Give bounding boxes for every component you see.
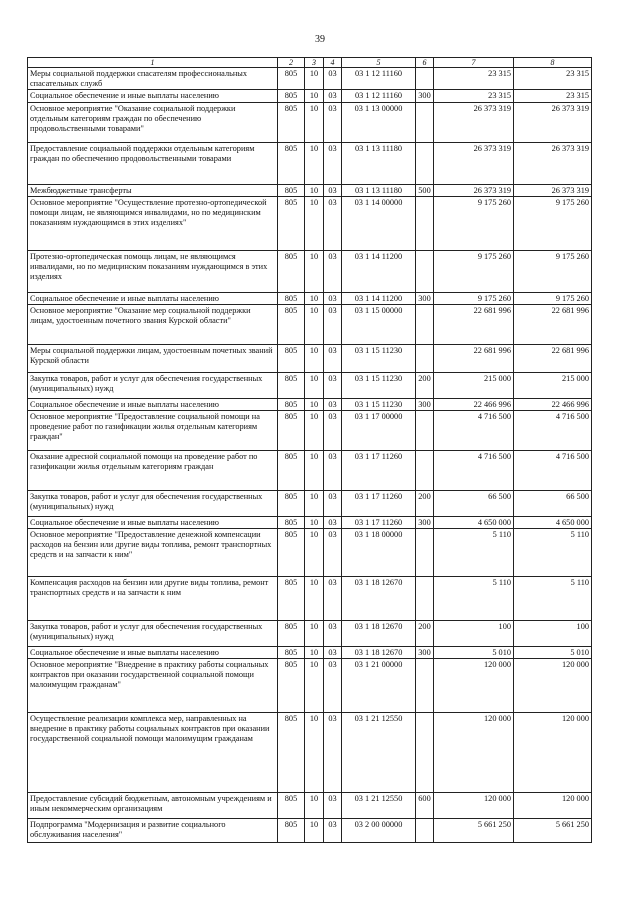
ministry-code-cell: 805: [278, 517, 305, 529]
amount-cell-7: 22 466 996: [434, 399, 514, 411]
ministry-code-cell: 805: [278, 68, 305, 90]
row-name-cell: Основное мероприятие "Внедрение в практику работы социальных контрактов при оказании государственной социальной помощи малоимущим гражданам": [28, 659, 278, 713]
target-article-cell: 03 1 18 12670: [342, 577, 416, 621]
ministry-code-cell: 805: [278, 293, 305, 305]
expense-type-cell: 600: [416, 793, 434, 819]
ministry-code-cell: 805: [278, 399, 305, 411]
section-code-cell: 10: [305, 68, 324, 90]
expense-type-cell: 200: [416, 621, 434, 647]
amount-cell-8: 26 373 319: [514, 103, 592, 143]
amount-cell-8: 4 716 500: [514, 411, 592, 451]
subsection-code-cell: 03: [324, 517, 342, 529]
table-header-row: [28, 58, 592, 68]
ministry-code-cell: 805: [278, 197, 305, 251]
section-code-cell: 10: [305, 103, 324, 143]
expense-type-cell: [416, 345, 434, 373]
amount-cell-8: 9 175 260: [514, 197, 592, 251]
target-article-cell: 03 1 21 00000: [342, 659, 416, 713]
expense-type-cell: [416, 68, 434, 90]
amount-cell-7: 26 373 319: [434, 103, 514, 143]
amount-cell-7: 22 681 996: [434, 345, 514, 373]
amount-cell-7: 9 175 260: [434, 197, 514, 251]
amount-cell-7: 215 000: [434, 373, 514, 399]
table-row: [28, 103, 592, 143]
expense-type-cell: 200: [416, 373, 434, 399]
row-name-cell: Основное мероприятие "Предоставление социальной помощи на проведение работ по газификации жилья отдельным категориям граждан": [28, 411, 278, 451]
section-code-cell: 10: [305, 411, 324, 451]
amount-cell-7: 120 000: [434, 659, 514, 713]
subsection-code-cell: 03: [324, 577, 342, 621]
section-code-cell: 10: [305, 197, 324, 251]
expense-type-cell: 200: [416, 491, 434, 517]
expense-type-cell: [416, 713, 434, 793]
ministry-code-cell: 805: [278, 793, 305, 819]
table-row: [28, 411, 592, 451]
section-code-cell: 10: [305, 345, 324, 373]
expense-type-cell: [416, 305, 434, 345]
subsection-code-cell: 03: [324, 68, 342, 90]
table-row: [28, 529, 592, 577]
ministry-code-cell: 805: [278, 251, 305, 293]
row-name-cell: Межбюджетные трансферты: [28, 185, 278, 197]
table-row: [28, 451, 592, 491]
amount-cell-8: 5 661 250: [514, 819, 592, 843]
amount-cell-8: 22 681 996: [514, 345, 592, 373]
table-row: [28, 647, 592, 659]
target-article-cell: 03 1 13 00000: [342, 103, 416, 143]
subsection-code-cell: 03: [324, 293, 342, 305]
subsection-code-cell: 03: [324, 399, 342, 411]
ministry-code-cell: 805: [278, 305, 305, 345]
budget-table: [27, 57, 592, 843]
target-article-cell: 03 1 21 12550: [342, 793, 416, 819]
subsection-code-cell: 03: [324, 819, 342, 843]
section-code-cell: 10: [305, 491, 324, 517]
section-code-cell: 10: [305, 293, 324, 305]
target-article-cell: 03 1 12 11160: [342, 68, 416, 90]
ministry-code-cell: 805: [278, 185, 305, 197]
ministry-code-cell: 805: [278, 647, 305, 659]
amount-cell-8: 215 000: [514, 373, 592, 399]
subsection-code-cell: 03: [324, 90, 342, 103]
target-article-cell: 03 1 17 11260: [342, 517, 416, 529]
section-code-cell: 10: [305, 185, 324, 197]
row-name-cell: Меры социальной поддержки лицам, удостоенным почетных званий Курской области: [28, 345, 278, 373]
expense-type-cell: [416, 451, 434, 491]
ministry-code-cell: 805: [278, 411, 305, 451]
target-article-cell: 03 1 13 11180: [342, 185, 416, 197]
subsection-code-cell: 03: [324, 647, 342, 659]
subsection-code-cell: 03: [324, 103, 342, 143]
amount-cell-8: 5 010: [514, 647, 592, 659]
subsection-code-cell: 03: [324, 373, 342, 399]
table-row: [28, 713, 592, 793]
target-article-cell: 03 1 18 00000: [342, 529, 416, 577]
ministry-code-cell: 805: [278, 713, 305, 793]
amount-cell-8: 5 110: [514, 577, 592, 621]
subsection-code-cell: 03: [324, 345, 342, 373]
target-article-cell: 03 1 18 12670: [342, 621, 416, 647]
amount-cell-8: 23 315: [514, 68, 592, 90]
amount-cell-7: 26 373 319: [434, 185, 514, 197]
subsection-code-cell: 03: [324, 659, 342, 713]
row-name-cell: Социальное обеспечение и иные выплаты населению: [28, 517, 278, 529]
expense-type-cell: 300: [416, 399, 434, 411]
table-row: [28, 491, 592, 517]
amount-cell-7: 9 175 260: [434, 293, 514, 305]
row-name-cell: Основное мероприятие "Оказание социальной поддержки отдельным категориям граждан по обеспечению продовольственными товарами": [28, 103, 278, 143]
expense-type-cell: 300: [416, 517, 434, 529]
page-number: 39: [315, 34, 325, 45]
table-row: [28, 251, 592, 293]
amount-cell-8: 120 000: [514, 713, 592, 793]
row-name-cell: Основное мероприятие "Оказание мер социальной поддержки лицам, удостоенным почетного звания Курской области": [28, 305, 278, 345]
ministry-code-cell: 805: [278, 373, 305, 399]
subsection-code-cell: 03: [324, 713, 342, 793]
table-row: [28, 197, 592, 251]
subsection-code-cell: 03: [324, 451, 342, 491]
subsection-code-cell: 03: [324, 621, 342, 647]
amount-cell-7: 23 315: [434, 68, 514, 90]
amount-cell-7: 120 000: [434, 713, 514, 793]
section-code-cell: 10: [305, 621, 324, 647]
section-code-cell: 10: [305, 373, 324, 399]
table-row: [28, 293, 592, 305]
subsection-code-cell: 03: [324, 185, 342, 197]
subsection-code-cell: 03: [324, 143, 342, 185]
amount-cell-8: 26 373 319: [514, 143, 592, 185]
target-article-cell: 03 1 14 11200: [342, 251, 416, 293]
amount-cell-7: 5 110: [434, 529, 514, 577]
column-header: 5: [342, 58, 416, 68]
amount-cell-7: 23 315: [434, 90, 514, 103]
amount-cell-7: 4 716 500: [434, 411, 514, 451]
section-code-cell: 10: [305, 143, 324, 185]
section-code-cell: 10: [305, 659, 324, 713]
section-code-cell: 10: [305, 251, 324, 293]
section-code-cell: 10: [305, 451, 324, 491]
amount-cell-7: 120 000: [434, 793, 514, 819]
table-row: [28, 577, 592, 621]
table-row: [28, 621, 592, 647]
expense-type-cell: 300: [416, 293, 434, 305]
target-article-cell: 03 1 15 11230: [342, 399, 416, 411]
ministry-code-cell: 805: [278, 491, 305, 517]
table-row: [28, 143, 592, 185]
column-header: 2: [278, 58, 305, 68]
target-article-cell: 03 1 21 12550: [342, 713, 416, 793]
amount-cell-8: 9 175 260: [514, 251, 592, 293]
expense-type-cell: 300: [416, 90, 434, 103]
ministry-code-cell: 805: [278, 529, 305, 577]
subsection-code-cell: 03: [324, 251, 342, 293]
row-name-cell: Оказание адресной социальной помощи на проведение работ по газификации жилья отдельным категориям граждан: [28, 451, 278, 491]
column-header: 4: [324, 58, 342, 68]
target-article-cell: 03 1 14 11200: [342, 293, 416, 305]
row-name-cell: Социальное обеспечение и иные выплаты населению: [28, 90, 278, 103]
column-header: 3: [305, 58, 324, 68]
ministry-code-cell: 805: [278, 577, 305, 621]
section-code-cell: 10: [305, 305, 324, 345]
expense-type-cell: [416, 103, 434, 143]
table-row: [28, 345, 592, 373]
subsection-code-cell: 03: [324, 411, 342, 451]
amount-cell-8: 4 716 500: [514, 451, 592, 491]
row-name-cell: Закупка товаров, работ и услуг для обеспечения государственных (муниципальных) нужд: [28, 491, 278, 517]
section-code-cell: 10: [305, 529, 324, 577]
target-article-cell: 03 1 17 11260: [342, 451, 416, 491]
expense-type-cell: [416, 577, 434, 621]
row-name-cell: Закупка товаров, работ и услуг для обеспечения государственных (муниципальных) нужд: [28, 621, 278, 647]
ministry-code-cell: 805: [278, 659, 305, 713]
target-article-cell: 03 1 17 00000: [342, 411, 416, 451]
amount-cell-7: 66 500: [434, 491, 514, 517]
expense-type-cell: [416, 143, 434, 185]
column-header: 7: [434, 58, 514, 68]
amount-cell-7: 9 175 260: [434, 251, 514, 293]
section-code-cell: 10: [305, 713, 324, 793]
row-name-cell: Предоставление социальной поддержки отдельным категориям граждан по обеспечению продовольственными товарами: [28, 143, 278, 185]
amount-cell-8: 120 000: [514, 659, 592, 713]
amount-cell-7: 22 681 996: [434, 305, 514, 345]
ministry-code-cell: 805: [278, 345, 305, 373]
amount-cell-8: 100: [514, 621, 592, 647]
target-article-cell: 03 1 15 11230: [342, 345, 416, 373]
target-article-cell: 03 1 17 11260: [342, 491, 416, 517]
amount-cell-8: 23 315: [514, 90, 592, 103]
section-code-cell: 10: [305, 793, 324, 819]
section-code-cell: 10: [305, 819, 324, 843]
ministry-code-cell: 805: [278, 451, 305, 491]
amount-cell-7: 5 110: [434, 577, 514, 621]
table-row: [28, 90, 592, 103]
ministry-code-cell: 805: [278, 143, 305, 185]
column-header: 6: [416, 58, 434, 68]
target-article-cell: 03 1 14 00000: [342, 197, 416, 251]
table-row: [28, 793, 592, 819]
target-article-cell: 03 1 15 00000: [342, 305, 416, 345]
row-name-cell: Основное мероприятие "Осуществление протезно-ортопедической помощи лицам, не являющимся инвалидами, но по медицинским показаниям нуждающимся в этих изделиях": [28, 197, 278, 251]
expense-type-cell: [416, 659, 434, 713]
table-row: [28, 399, 592, 411]
column-header: 1: [28, 58, 278, 68]
amount-cell-7: 4 716 500: [434, 451, 514, 491]
section-code-cell: 10: [305, 647, 324, 659]
amount-cell-8: 5 110: [514, 529, 592, 577]
amount-cell-8: 22 466 996: [514, 399, 592, 411]
subsection-code-cell: 03: [324, 197, 342, 251]
row-name-cell: Осуществление реализации комплекса мер, направленных на внедрение в практику работы социальных контрактов при оказании государственной социальной помощи малоимущим гражданам: [28, 713, 278, 793]
expense-type-cell: 300: [416, 647, 434, 659]
table-row: [28, 185, 592, 197]
section-code-cell: 10: [305, 577, 324, 621]
table-row: [28, 819, 592, 843]
target-article-cell: 03 1 15 11230: [342, 373, 416, 399]
amount-cell-7: 5 661 250: [434, 819, 514, 843]
section-code-cell: 10: [305, 517, 324, 529]
amount-cell-8: 26 373 319: [514, 185, 592, 197]
expense-type-cell: [416, 819, 434, 843]
row-name-cell: Социальное обеспечение и иные выплаты населению: [28, 399, 278, 411]
row-name-cell: Основное мероприятие "Предоставление денежной компенсации расходов на бензин или другие виды топлива, ремонт транспортных средств и на запчасти к ним": [28, 529, 278, 577]
amount-cell-7: 5 010: [434, 647, 514, 659]
row-name-cell: Протезно-ортопедическая помощь лицам, не являющимся инвалидами, но по медицинским показаниям нуждающимся в этих изделиях: [28, 251, 278, 293]
amount-cell-8: 9 175 260: [514, 293, 592, 305]
expense-type-cell: [416, 251, 434, 293]
amount-cell-7: 26 373 319: [434, 143, 514, 185]
amount-cell-8: 120 000: [514, 793, 592, 819]
table-row: [28, 305, 592, 345]
target-article-cell: 03 1 18 12670: [342, 647, 416, 659]
row-name-cell: Меры социальной поддержки спасателям профессиональных спасательных служб: [28, 68, 278, 90]
section-code-cell: 10: [305, 399, 324, 411]
target-article-cell: 03 1 12 11160: [342, 90, 416, 103]
amount-cell-8: 66 500: [514, 491, 592, 517]
subsection-code-cell: 03: [324, 491, 342, 517]
row-name-cell: Закупка товаров, работ и услуг для обеспечения государственных (муниципальных) нужд: [28, 373, 278, 399]
expense-type-cell: [416, 529, 434, 577]
table-row: [28, 659, 592, 713]
target-article-cell: 03 1 13 11180: [342, 143, 416, 185]
ministry-code-cell: 805: [278, 103, 305, 143]
ministry-code-cell: 805: [278, 90, 305, 103]
column-header: 8: [514, 58, 592, 68]
table-row: [28, 373, 592, 399]
expense-type-cell: [416, 411, 434, 451]
subsection-code-cell: 03: [324, 793, 342, 819]
target-article-cell: 03 2 00 00000: [342, 819, 416, 843]
row-name-cell: Компенсация расходов на бензин или другие виды топлива, ремонт транспортных средств и на запчасти к ним: [28, 577, 278, 621]
table-row: [28, 517, 592, 529]
amount-cell-7: 4 650 000: [434, 517, 514, 529]
expense-type-cell: [416, 197, 434, 251]
ministry-code-cell: 805: [278, 621, 305, 647]
section-code-cell: 10: [305, 90, 324, 103]
row-name-cell: Социальное обеспечение и иные выплаты населению: [28, 647, 278, 659]
row-name-cell: Социальное обеспечение и иные выплаты населению: [28, 293, 278, 305]
amount-cell-8: 22 681 996: [514, 305, 592, 345]
amount-cell-7: 100: [434, 621, 514, 647]
expense-type-cell: 500: [416, 185, 434, 197]
amount-cell-8: 4 650 000: [514, 517, 592, 529]
ministry-code-cell: 805: [278, 819, 305, 843]
row-name-cell: Подпрограмма "Модернизация и развитие социального обслуживания населения": [28, 819, 278, 843]
subsection-code-cell: 03: [324, 529, 342, 577]
table-row: [28, 68, 592, 90]
subsection-code-cell: 03: [324, 305, 342, 345]
row-name-cell: Предоставление субсидий бюджетным, автономным учреждениям и иным некоммерческим организациям: [28, 793, 278, 819]
